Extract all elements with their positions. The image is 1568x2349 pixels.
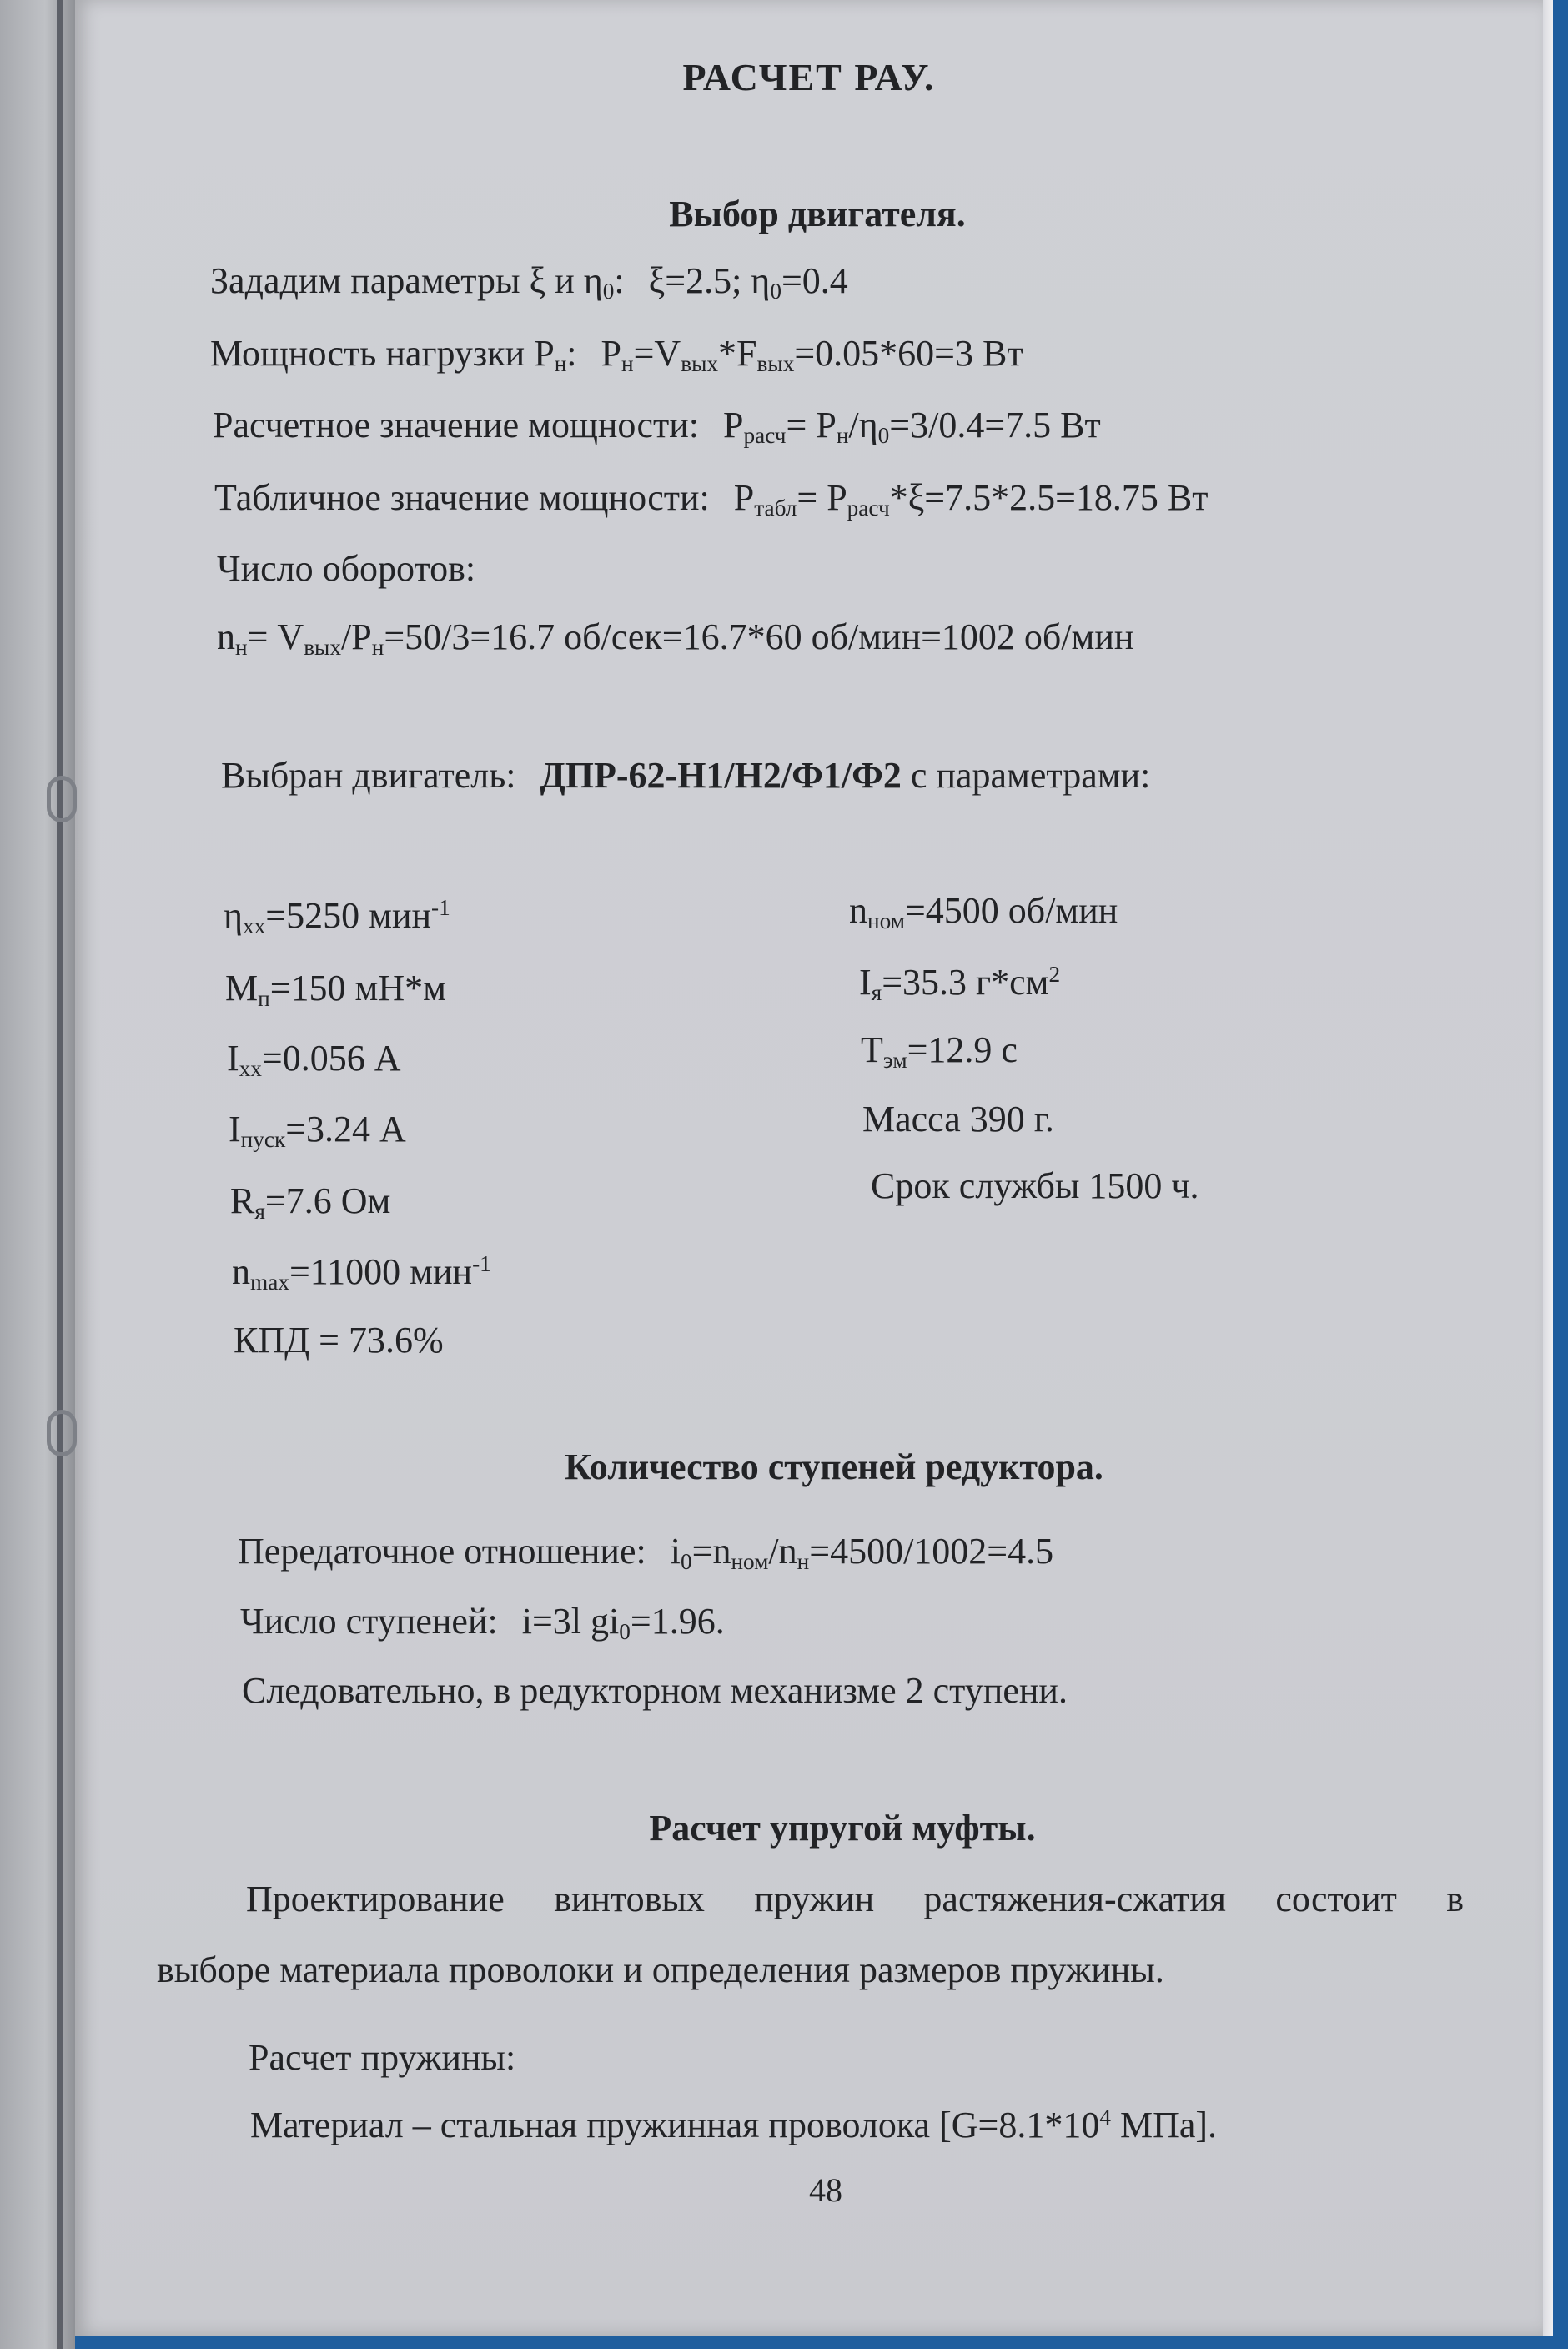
- rpm-formula: $n_н= V_{вых}/Р_н=50/3=16.7$ об/сек=16.7*60 об/мин=1002 об/мин: [217, 616, 1134, 660]
- param-r-ya: $R_я=7.6$ Ом: [230, 1180, 391, 1224]
- page-number: 48: [809, 2171, 842, 2209]
- ratio-line: Передаточное отношение: $i_0=n_{ном}/n_н=4500/1002=4.5$: [238, 1531, 1054, 1574]
- binding-rod: [57, 0, 63, 2349]
- page-title: РАСЧЕТ РАУ.: [682, 56, 936, 98]
- spring-calc-label: Расчет пружины:: [249, 2037, 516, 2078]
- binder-ring: [47, 1410, 77, 1456]
- param-eta-xx: $\eta_{хх}=5250$ мин$^{-1}$: [224, 895, 450, 938]
- param-i-pusk: $I_{пуск}=3.24$ А: [229, 1109, 406, 1152]
- params-label: Зададим параметры: [210, 260, 520, 301]
- page-edge: [1543, 0, 1553, 2336]
- section-heading-coupling: Расчет упругой муфты.: [649, 1808, 1036, 1849]
- param-n-nom: $n_{ном}=4500$ об/мин: [849, 890, 1118, 933]
- rpm-label: Число оборотов:: [217, 548, 476, 589]
- load-power-line: Мощность нагрузки $Р_н$: $Р_н=V_{вых}*F_{вых}=0.05*60=3$ Вт: [210, 333, 1023, 376]
- material-line: Материал – стальная пружинная проволока [$G=8.1*10^4$ МПа].: [250, 2105, 1218, 2145]
- stages-conclusion: Следовательно, в редукторном механизме 2 ступени.: [242, 1670, 1068, 1711]
- param-mass: Масса 390 г.: [862, 1099, 1054, 1139]
- calc-power-line: Расчетное значение мощности: $Р_{расч}= Р_н/\eta_0=3/0.4=7.5$ Вт: [213, 405, 1101, 448]
- param-life: Срок службы 1500 ч.: [871, 1165, 1199, 1206]
- coupling-paragraph-line1: Проектирование винтовых пружин растяжения-сжатия состоит в: [246, 1879, 1464, 1919]
- param-n-max: $n_{max}=11000$ мин$^{-1}$: [232, 1251, 491, 1295]
- binder-ring: [47, 776, 77, 822]
- engine-model: ДПР-62-Н1/Н2/Ф1/Ф2: [540, 755, 902, 796]
- table-power-line: Табличное значение мощности: $Р_{табл}= Р_{расч}*\xi=7.5*2.5=18.75$ Вт: [214, 477, 1209, 521]
- param-t-em: $Т_{эм}=12.9$ с: [861, 1029, 1018, 1073]
- desk-background: [0, 0, 75, 2349]
- section-heading-engine: Выбор двигателя.: [669, 194, 966, 234]
- params-line: Зададим параметры ξ и $\eta_0$: ξ=2.5; $\eta_0=0.4$: [210, 260, 848, 304]
- param-i-ya: $I_я=35.3$ $г*см^2$: [859, 962, 1061, 1005]
- selected-engine-line: Выбран двигатель: ДПР-62-Н1/Н2/Ф1/Ф2 с параметрами:: [221, 755, 1151, 796]
- coupling-paragraph-line2: выборе материала проволоки и определения размеров пружины.: [157, 1949, 1164, 1990]
- param-m-p: $М_п=150$ мН*м: [225, 968, 446, 1011]
- section-heading-reducer: Количество ступеней редуктора.: [565, 1446, 1103, 1487]
- param-kpd: КПД = 73.6%: [234, 1320, 444, 1361]
- param-i-xx: $I_{хх}=0.056$ А: [227, 1038, 401, 1081]
- stages-line: Число ступеней: i=3l $gi_0=1.96$.: [240, 1601, 725, 1644]
